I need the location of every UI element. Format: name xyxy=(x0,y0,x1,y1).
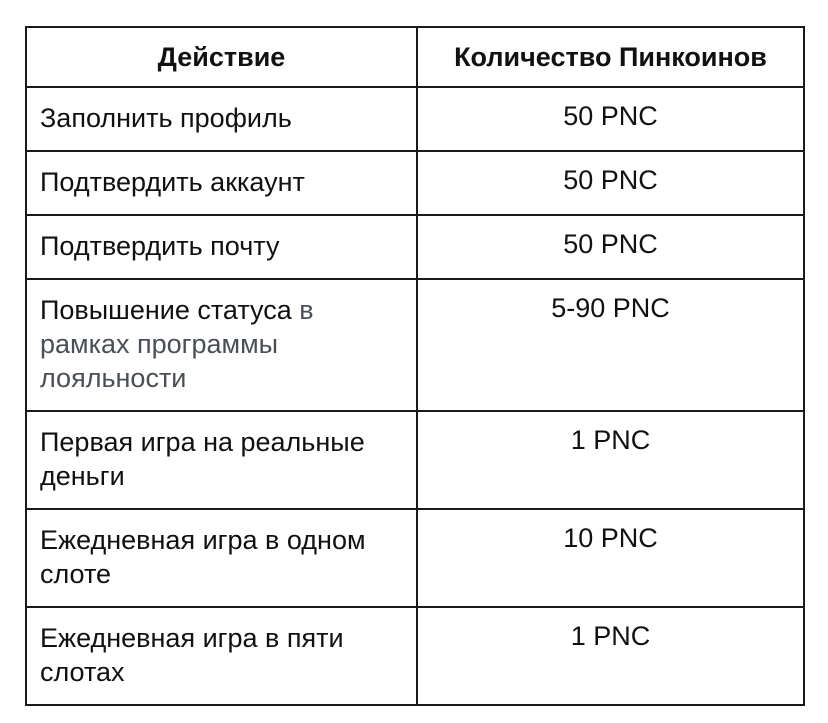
action-extra-text: в рамках программы лояльности xyxy=(40,295,314,393)
action-text: Подтвердить почту xyxy=(40,231,280,261)
action-cell xyxy=(26,215,417,279)
action-cell xyxy=(26,411,417,509)
table-header-row xyxy=(26,27,804,87)
action-text: Ежедневная игра в пяти слотах xyxy=(40,623,344,687)
table-row xyxy=(26,151,804,215)
amount-cell: 10 PNC xyxy=(417,509,804,607)
action-cell xyxy=(26,607,417,705)
amount-cell: 1 PNC xyxy=(417,607,804,705)
table-row xyxy=(26,509,804,607)
table-row xyxy=(26,607,804,705)
header-action: Действие xyxy=(26,27,417,87)
table-row xyxy=(26,279,804,411)
amount-cell: 50 PNC xyxy=(417,151,804,215)
action-cell xyxy=(26,87,417,151)
amount-cell: 1 PNC xyxy=(417,411,804,509)
action-cell xyxy=(26,151,417,215)
action-text: Заполнить профиль xyxy=(40,103,292,133)
action-cell xyxy=(26,509,417,607)
table-row xyxy=(26,215,804,279)
action-text: Повышение статуса xyxy=(40,295,292,325)
amount-cell: 5-90 PNC xyxy=(417,279,804,411)
action-text: Подтвердить аккаунт xyxy=(40,167,305,197)
amount-cell: 50 PNC xyxy=(417,215,804,279)
rewards-table xyxy=(25,26,805,706)
table-row xyxy=(26,411,804,509)
action-cell xyxy=(26,279,417,411)
action-text: Первая игра на реальные деньги xyxy=(40,427,365,491)
amount-cell: 50 PNC xyxy=(417,87,804,151)
header-amount: Количество Пинкоинов xyxy=(417,27,804,87)
action-text: Ежедневная игра в одном слоте xyxy=(40,525,366,589)
table-row xyxy=(26,87,804,151)
